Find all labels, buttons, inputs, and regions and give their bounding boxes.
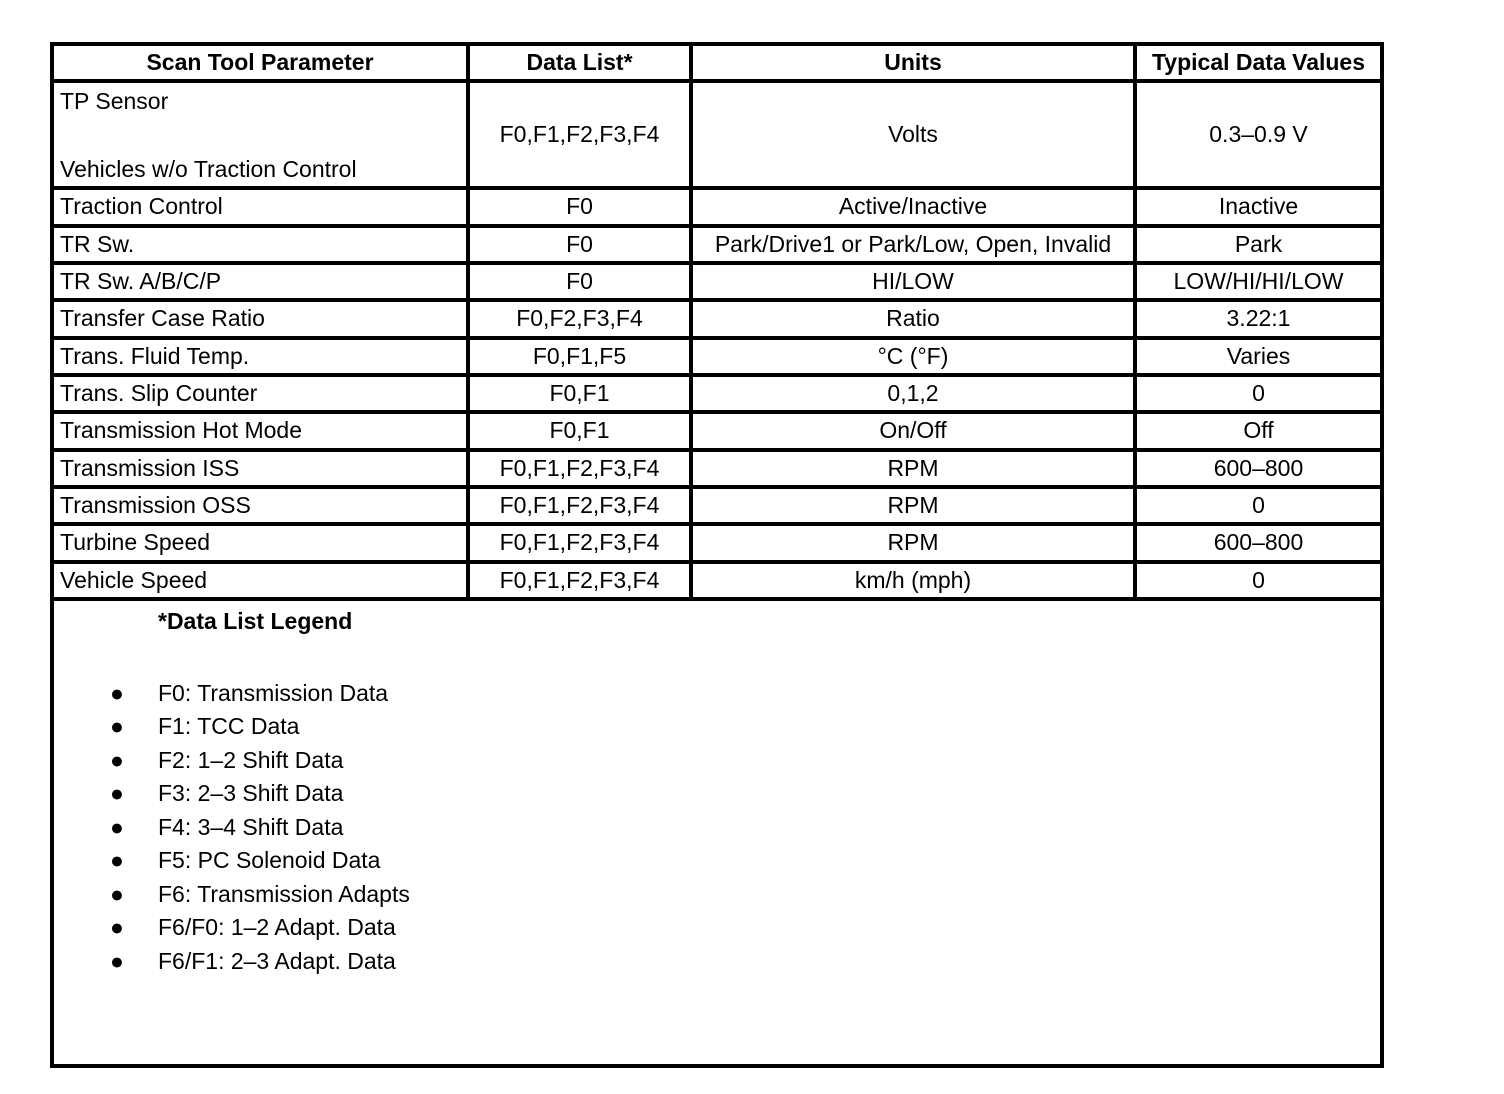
param-cell: TR Sw. A/B/C/P	[54, 263, 468, 300]
param-cell: Turbine Speed	[54, 524, 468, 561]
tp-sensor-label: TP Sensor	[60, 88, 169, 115]
header-units: Units	[691, 46, 1135, 81]
data-list-cell: F0,F1,F2,F3,F4	[468, 524, 691, 561]
units-cell: RPM	[691, 487, 1135, 524]
data-list-cell: F0	[468, 263, 691, 300]
table-row	[54, 300, 1380, 337]
list-item	[54, 744, 1380, 778]
param-cell: Vehicle Speed	[54, 562, 468, 599]
typical-value-cell: 0	[1135, 562, 1380, 599]
tp-sensor-typical: 0.3–0.9 V	[1135, 81, 1380, 188]
param-cell: Transmission Hot Mode	[54, 412, 468, 449]
data-list-cell: F0	[468, 226, 691, 263]
typical-value-cell: LOW/HI/HI/LOW	[1135, 263, 1380, 300]
units-cell: On/Off	[691, 412, 1135, 449]
typical-value-cell: Off	[1135, 412, 1380, 449]
data-list-cell: F0,F1	[468, 375, 691, 412]
bullet-icon: ●	[110, 947, 124, 974]
list-item	[54, 911, 1380, 945]
data-list-cell: F0,F1,F2,F3,F4	[468, 450, 691, 487]
units-cell: km/h (mph)	[691, 562, 1135, 599]
units-cell: RPM	[691, 450, 1135, 487]
table-row	[54, 226, 1380, 263]
units-cell: Ratio	[691, 300, 1135, 337]
data-list-cell: F0	[468, 188, 691, 225]
table-row-tp-sensor	[54, 81, 1380, 188]
tp-sensor-data-list: F0,F1,F2,F3,F4	[468, 81, 691, 188]
legend-item-text: F2: 1–2 Shift Data	[158, 746, 344, 773]
list-item	[54, 811, 1380, 845]
data-list-cell: F0,F1,F2,F3,F4	[468, 487, 691, 524]
header-typical-data-values: Typical Data Values	[1135, 46, 1380, 81]
legend-title: *Data List Legend	[158, 608, 353, 635]
param-cell: Trans. Fluid Temp.	[54, 338, 468, 375]
param-cell: TR Sw.	[54, 226, 468, 263]
header-data-list: Data List*	[468, 46, 691, 81]
bullet-icon: ●	[110, 847, 124, 874]
table-row	[54, 524, 1380, 561]
tp-sensor-sublabel: Vehicles w/o Traction Control	[60, 155, 357, 182]
legend-item-text: F5: PC Solenoid Data	[158, 847, 381, 874]
typical-value-cell: 0	[1135, 375, 1380, 412]
bullet-icon: ●	[110, 746, 124, 773]
units-cell: RPM	[691, 524, 1135, 561]
scan-tool-parameter-table	[54, 46, 1380, 601]
tp-sensor-gap	[60, 119, 460, 153]
units-cell: °C (°F)	[691, 338, 1135, 375]
table-row	[54, 487, 1380, 524]
legend-item-text: F6/F1: 2–3 Adapt. Data	[158, 947, 396, 974]
bullet-icon: ●	[110, 679, 124, 706]
data-list-legend	[54, 601, 1380, 978]
param-cell: Traction Control	[54, 188, 468, 225]
bullet-icon: ●	[110, 780, 124, 807]
legend-item-text: F0: Transmission Data	[158, 679, 389, 706]
param-cell: Transfer Case Ratio	[54, 300, 468, 337]
bullet-icon: ●	[110, 813, 124, 840]
header-scan-tool-parameter: Scan Tool Parameter	[54, 46, 468, 81]
table-row	[54, 338, 1380, 375]
legend-list	[54, 677, 1380, 979]
table-row	[54, 562, 1380, 599]
typical-value-cell: Park	[1135, 226, 1380, 263]
typical-value-cell: 0	[1135, 487, 1380, 524]
data-list-cell: F0,F1	[468, 412, 691, 449]
list-item	[54, 878, 1380, 912]
list-item	[54, 945, 1380, 979]
typical-value-cell: Varies	[1135, 338, 1380, 375]
legend-item-text: F4: 3–4 Shift Data	[158, 813, 344, 840]
bullet-icon: ●	[110, 914, 124, 941]
typical-value-cell: 600–800	[1135, 524, 1380, 561]
list-item	[54, 844, 1380, 878]
legend-item-text: F6/F0: 1–2 Adapt. Data	[158, 914, 396, 941]
table-row	[54, 263, 1380, 300]
list-item	[54, 710, 1380, 744]
tp-sensor-units: Volts	[691, 81, 1135, 188]
scan-tool-data-document	[50, 42, 1384, 1068]
data-list-cell: F0,F1,F2,F3,F4	[468, 562, 691, 599]
bullet-icon: ●	[110, 713, 124, 740]
typical-value-cell: 3.22:1	[1135, 300, 1380, 337]
legend-item-text: F3: 2–3 Shift Data	[158, 780, 344, 807]
legend-item-text: F1: TCC Data	[158, 713, 300, 740]
list-item	[54, 677, 1380, 711]
typical-value-cell: Inactive	[1135, 188, 1380, 225]
units-cell: Active/Inactive	[691, 188, 1135, 225]
table-row	[54, 412, 1380, 449]
legend-item-text: F6: Transmission Adapts	[158, 880, 410, 907]
param-cell: Transmission ISS	[54, 450, 468, 487]
tp-sensor-param-cell	[54, 81, 468, 188]
list-item	[54, 777, 1380, 811]
table-header-row	[54, 46, 1380, 81]
units-cell: Park/Drive1 or Park/Low, Open, Invalid	[691, 226, 1135, 263]
table-row	[54, 375, 1380, 412]
data-list-cell: F0,F1,F5	[468, 338, 691, 375]
data-list-cell: F0,F2,F3,F4	[468, 300, 691, 337]
bullet-icon: ●	[110, 880, 124, 907]
units-cell: HI/LOW	[691, 263, 1135, 300]
param-cell: Trans. Slip Counter	[54, 375, 468, 412]
param-cell: Transmission OSS	[54, 487, 468, 524]
units-cell: 0,1,2	[691, 375, 1135, 412]
typical-value-cell: 600–800	[1135, 450, 1380, 487]
table-row	[54, 450, 1380, 487]
table-row	[54, 188, 1380, 225]
